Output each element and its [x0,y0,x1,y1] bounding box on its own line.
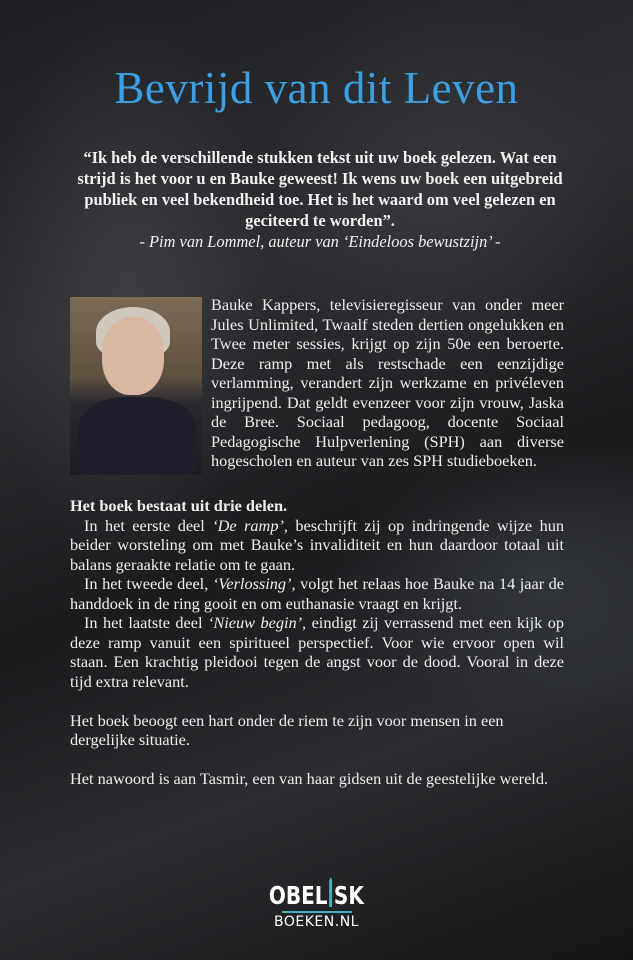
paragraph-purpose: Het boek beoogt een hart onder de riem te zijn voor mensen in een dergelijke situatie. [70,710,504,749]
book-description [70,496,564,789]
quote-text: “Ik heb de verschillende stukken tekst uit uw boek gelezen. Wat een strijd is het voor u en Bauke geweest! Ik wens uw boek een uitgebreid publiek en veel bekendheid toe. Het is het waard om veel gelezen en geciteerd te worden”. [77,148,563,230]
paragraph-afterword: Het nawoord is aan Tasmir, een van haar gidsen uit de geestelijke wereld. [70,769,549,788]
quote-attribution: - Pim van Lommel, auteur van ‘Eindeloos bewustzijn’ - [139,232,501,251]
author-bio: Bauke Kappers, televisieregisseur van onder meer Jules Unlimited, Twaalf steden dertien ongelukken en Twee meter sessies, krijgt op zijn 50e een beroerte. Deze ramp met als restschade een eenzijdige verlamming, verandert zijn werkzame en privéleven ingrijpend. Dat geldt evenzeer voor zijn vrouw, Jaska de Bree. Sociaal pedagoog, docente Sociaal Pedagogische Hulpverlening (SPH) aan diverse hogescholen en auteur van zes SPH studieboeken. [211,295,564,470]
obelisk-icon [329,877,332,907]
book-title: Bevrijd van dit Leven [114,63,519,113]
description-heading: Het boek bestaat uit drie delen. [70,496,288,515]
paragraph-part3: In het laatste deel ‘Nieuw begin’, eindigt zij verrassend met een kijk op deze ramp vanuit een spiritueel perspectief. Voor wie ervoor open wil staan. Een krachtig pleidooi tegen de angst voor de dood. Vooral in deze tijd extra relevant. [70,613,564,691]
author-photo [70,297,202,475]
endorsement-quote [70,147,570,252]
paragraph-part2: In het tweede deel, ‘Verlossing’, volgt het relaas hoe Bauke na 14 jaar de handdoek in de ring gooit en om euthanasie vraagt en krijgt. [70,574,564,613]
paragraph-part1: In het eerste deel ‘De ramp’, beschrijft zij op indringende wijze hun beider worsteling om met Bauke’s invaliditeit en hun daardoor totaal uit balans geraakte relatie om te gaan. [70,515,565,574]
publisher-logo: OBEL SK BOEKEN.NL [0,877,633,930]
